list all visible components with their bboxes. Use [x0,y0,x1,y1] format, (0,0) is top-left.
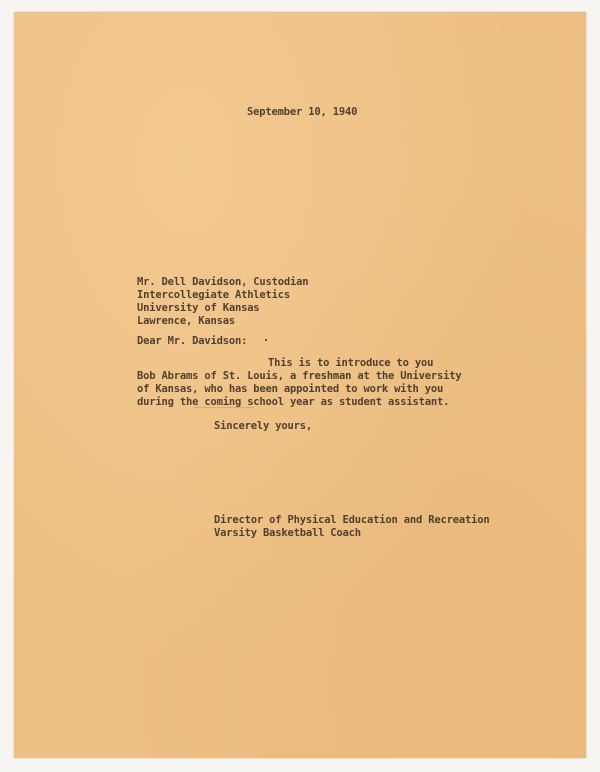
closing: Sincerely yours, [214,420,312,432]
recipient-line-3: University of Kansas [137,302,260,314]
recipient-line-1: Mr. Dell Davidson, Custodian [137,276,309,288]
letter-date: September 10, 1940 [247,106,358,118]
body-line-1: This is to introduce to you [268,357,434,369]
body-line-4: during the coming school year as student assistant. [137,396,450,408]
recipient-line-2: Intercollegiate Athletics [137,289,291,301]
letter-page [14,12,586,758]
salutation: Dear Mr. Davidson: [137,335,248,347]
signature-title-line-2: Varsity Basketball Coach [214,527,361,539]
signature-title-line-1: Director of Physical Education and Recreation [214,514,490,526]
body-line-2: Bob Abrams of St. Louis, a freshman at the University [137,370,462,382]
recipient-line-4: Lawrence, Kansas [137,315,235,327]
body-line-3: of Kansas, who has been appointed to work with you [137,383,444,395]
stray-mark [265,339,267,341]
